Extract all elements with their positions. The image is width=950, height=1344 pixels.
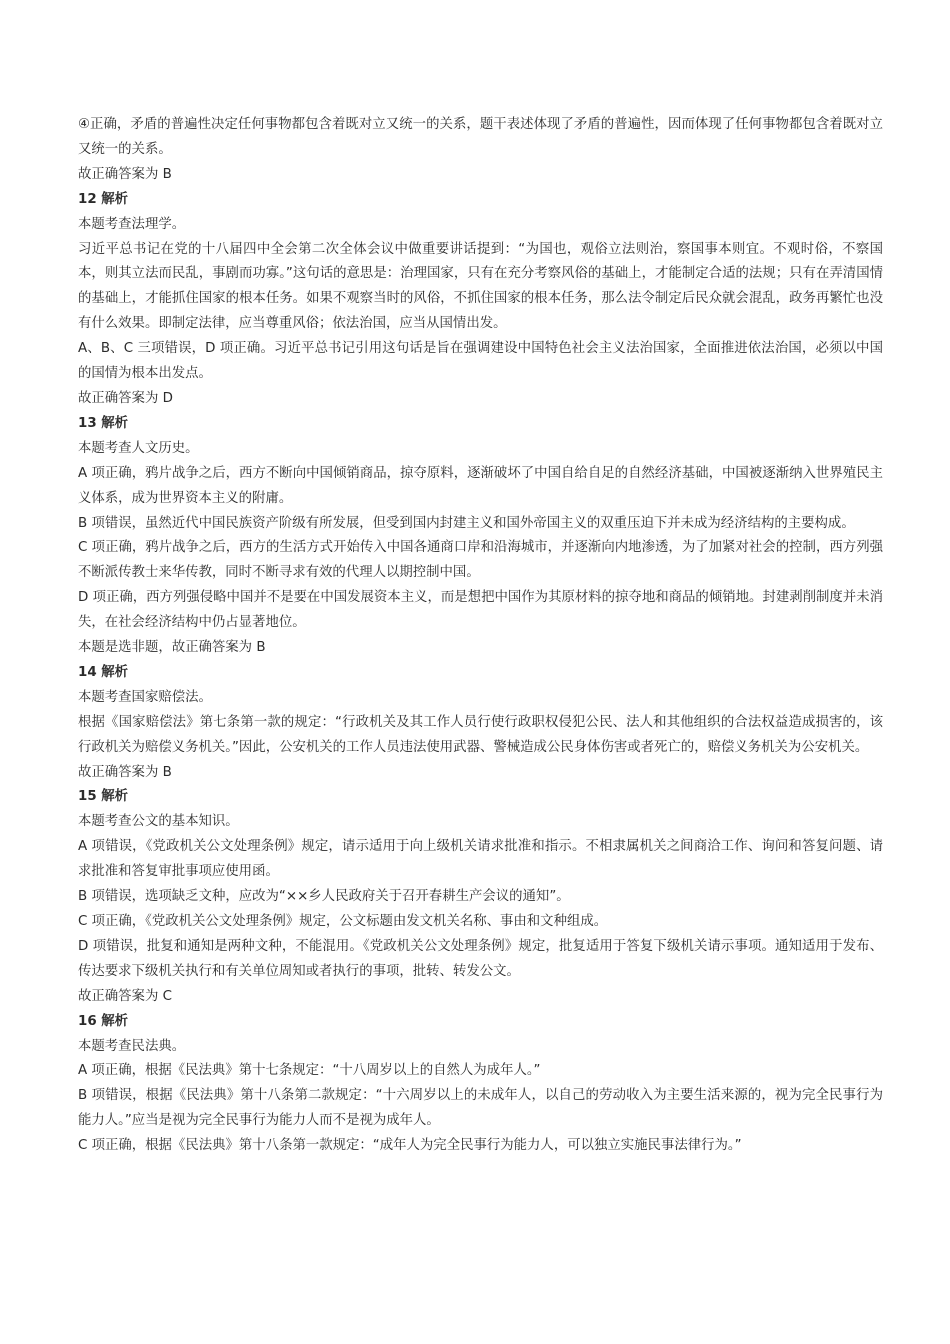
- paragraph-q13-option-c: C 项正确，鸦片战争之后，西方的生活方式开始传入中国各通商口岸和沿海城市，并逐渐向内地渗透，为了加紧对社会的控制，西方列强不断派传教士来华传教，同时不断寻求有效的代理人以期控制中国。: [78, 540, 883, 581]
- paragraph-q15-option-b: B 项错误，选项缺乏文种，应改为“××乡人民政府关于召开春耕生产会议的通知”。: [78, 889, 570, 905]
- heading-q14: 14 解析: [78, 664, 129, 680]
- heading-q13: 13 解析: [78, 415, 129, 431]
- document-page: [78, 113, 883, 1159]
- paragraph-q12-options: A、B、C 三项错误，D 项正确。习近平总书记引用这句话是旨在强调建设中国特色社会主义法治国家，全面推进依法治国，必须以中国的国情为根本出发点。: [78, 341, 883, 382]
- answer-line-15: 故正确答案为 C: [78, 988, 172, 1004]
- answer-line-12: 故正确答案为 D: [78, 390, 173, 406]
- heading-q16: 16 解析: [78, 1013, 129, 1029]
- heading-q12: 12 解析: [78, 191, 129, 207]
- answer-line-14: 故正确答案为 B: [78, 764, 172, 780]
- paragraph-q16-option-b: B 项错误，根据《民法典》第十八条第二款规定：“十六周岁以上的未成年人，以自己的劳动收入为主要生活来源的，视为完全民事行为能力人。”应当是视为完全民事行为能力人而不是视为成年人。: [78, 1088, 883, 1129]
- paragraph-q15-option-c: C 项正确，《党政机关公文处理条例》规定，公文标题由发文机关名称、事由和文种组成。: [78, 914, 608, 929]
- heading-q15: 15 解析: [78, 789, 129, 805]
- paragraph-q13-option-b: B 项错误，虽然近代中国民族资产阶级有所发展，但受到国内封建主义和国外帝国主义的双重压迫下并未成为经济结构的主要构成。: [78, 515, 855, 531]
- paragraph-q12-quote: 习近平总书记在党的十八届四中全会第二次全体会议中做重要讲话提到：“为国也，观俗立法则治，察国事本则宜。不观时俗，不察国本，则其立法而民乱，事剧而功寡。”这句话的意思是：治理国家，只有在充分考察风俗的基础上，才能制定合适的法规；只有在弄清国情的基础上，才能抓住国家的根本任务。如果不观察当时的风俗，不抓住国家的根本任务，那么法令制定后民众就会混乱，政务再繁忙也没有什么效果。即制定法律，应当尊重风俗；依法治国，应当从国情出发。: [78, 241, 883, 332]
- paragraph-q15-option-d: D 项错误，批复和通知是两种文种，不能混用。《党政机关公文处理条例》规定，批复适用于答复下级机关请示事项。通知适用于发布、传达要求下级机关执行和有关单位周知或者执行的事项，批转、转发公文。: [78, 938, 883, 979]
- paragraph-q15-option-a: A 项错误，《党政机关公文处理条例》规定，请示适用于向上级机关请求批准和指示。不相隶属机关之间商洽工作、询问和答复问题、请求批准和答复审批事项应使用函。: [78, 839, 883, 880]
- answer-line-13: 本题是选非题，故正确答案为 B: [78, 640, 266, 656]
- paragraph-q14-topic: 本题考查国家赔偿法。: [78, 689, 212, 705]
- paragraph-q16-topic: 本题考查民法典。: [78, 1038, 186, 1054]
- paragraph-q15-topic: 本题考查公文的基本知识。: [78, 814, 239, 830]
- paragraph-q12-topic: 本题考查法理学。: [78, 216, 186, 232]
- paragraph-q13-option-a: A 项正确，鸦片战争之后，西方不断向中国倾销商品，掠夺原料，逐渐破坏了中国自给自足的自然经济基础，中国被逐渐纳入世界殖民主义体系，成为世界资本主义的附庸。: [78, 465, 883, 506]
- paragraph-q14-law: 根据《国家赔偿法》第七条第一款的规定：“行政机关及其工作人员行使行政职权侵犯公民、法人和其他组织的合法权益造成损害的，该行政机关为赔偿义务机关。”因此，公安机关的工作人员违法使用武器、警械造成公民身体伤害或者死亡的，赔偿义务机关为公安机关。: [78, 714, 883, 755]
- paragraph-item4-explanation: ④正确，矛盾的普遍性决定任何事物都包含着既对立又统一的关系，题干表述体现了矛盾的普遍性，因而体现了任何事物都包含着既对立又统一的关系。: [78, 117, 883, 157]
- paragraph-q16-option-c: C 项正确，根据《民法典》第十八条第一款规定：“成年人为完全民事行为能力人，可以独立实施民事法律行为。”: [78, 1138, 742, 1154]
- paragraph-q13-topic: 本题考查人文历史。: [78, 440, 199, 456]
- paragraph-q13-option-d: D 项正确，西方列强侵略中国并不是要在中国发展资本主义，而是想把中国作为其原材料的掠夺地和商品的倾销地。封建剥削制度并未消失，在社会经济结构中仍占显著地位。: [78, 590, 883, 631]
- answer-line-11: 故正确答案为 B: [78, 166, 172, 182]
- paragraph-q16-option-a: A 项正确，根据《民法典》第十七条规定：“十八周岁以上的自然人为成年人。”: [78, 1063, 541, 1079]
